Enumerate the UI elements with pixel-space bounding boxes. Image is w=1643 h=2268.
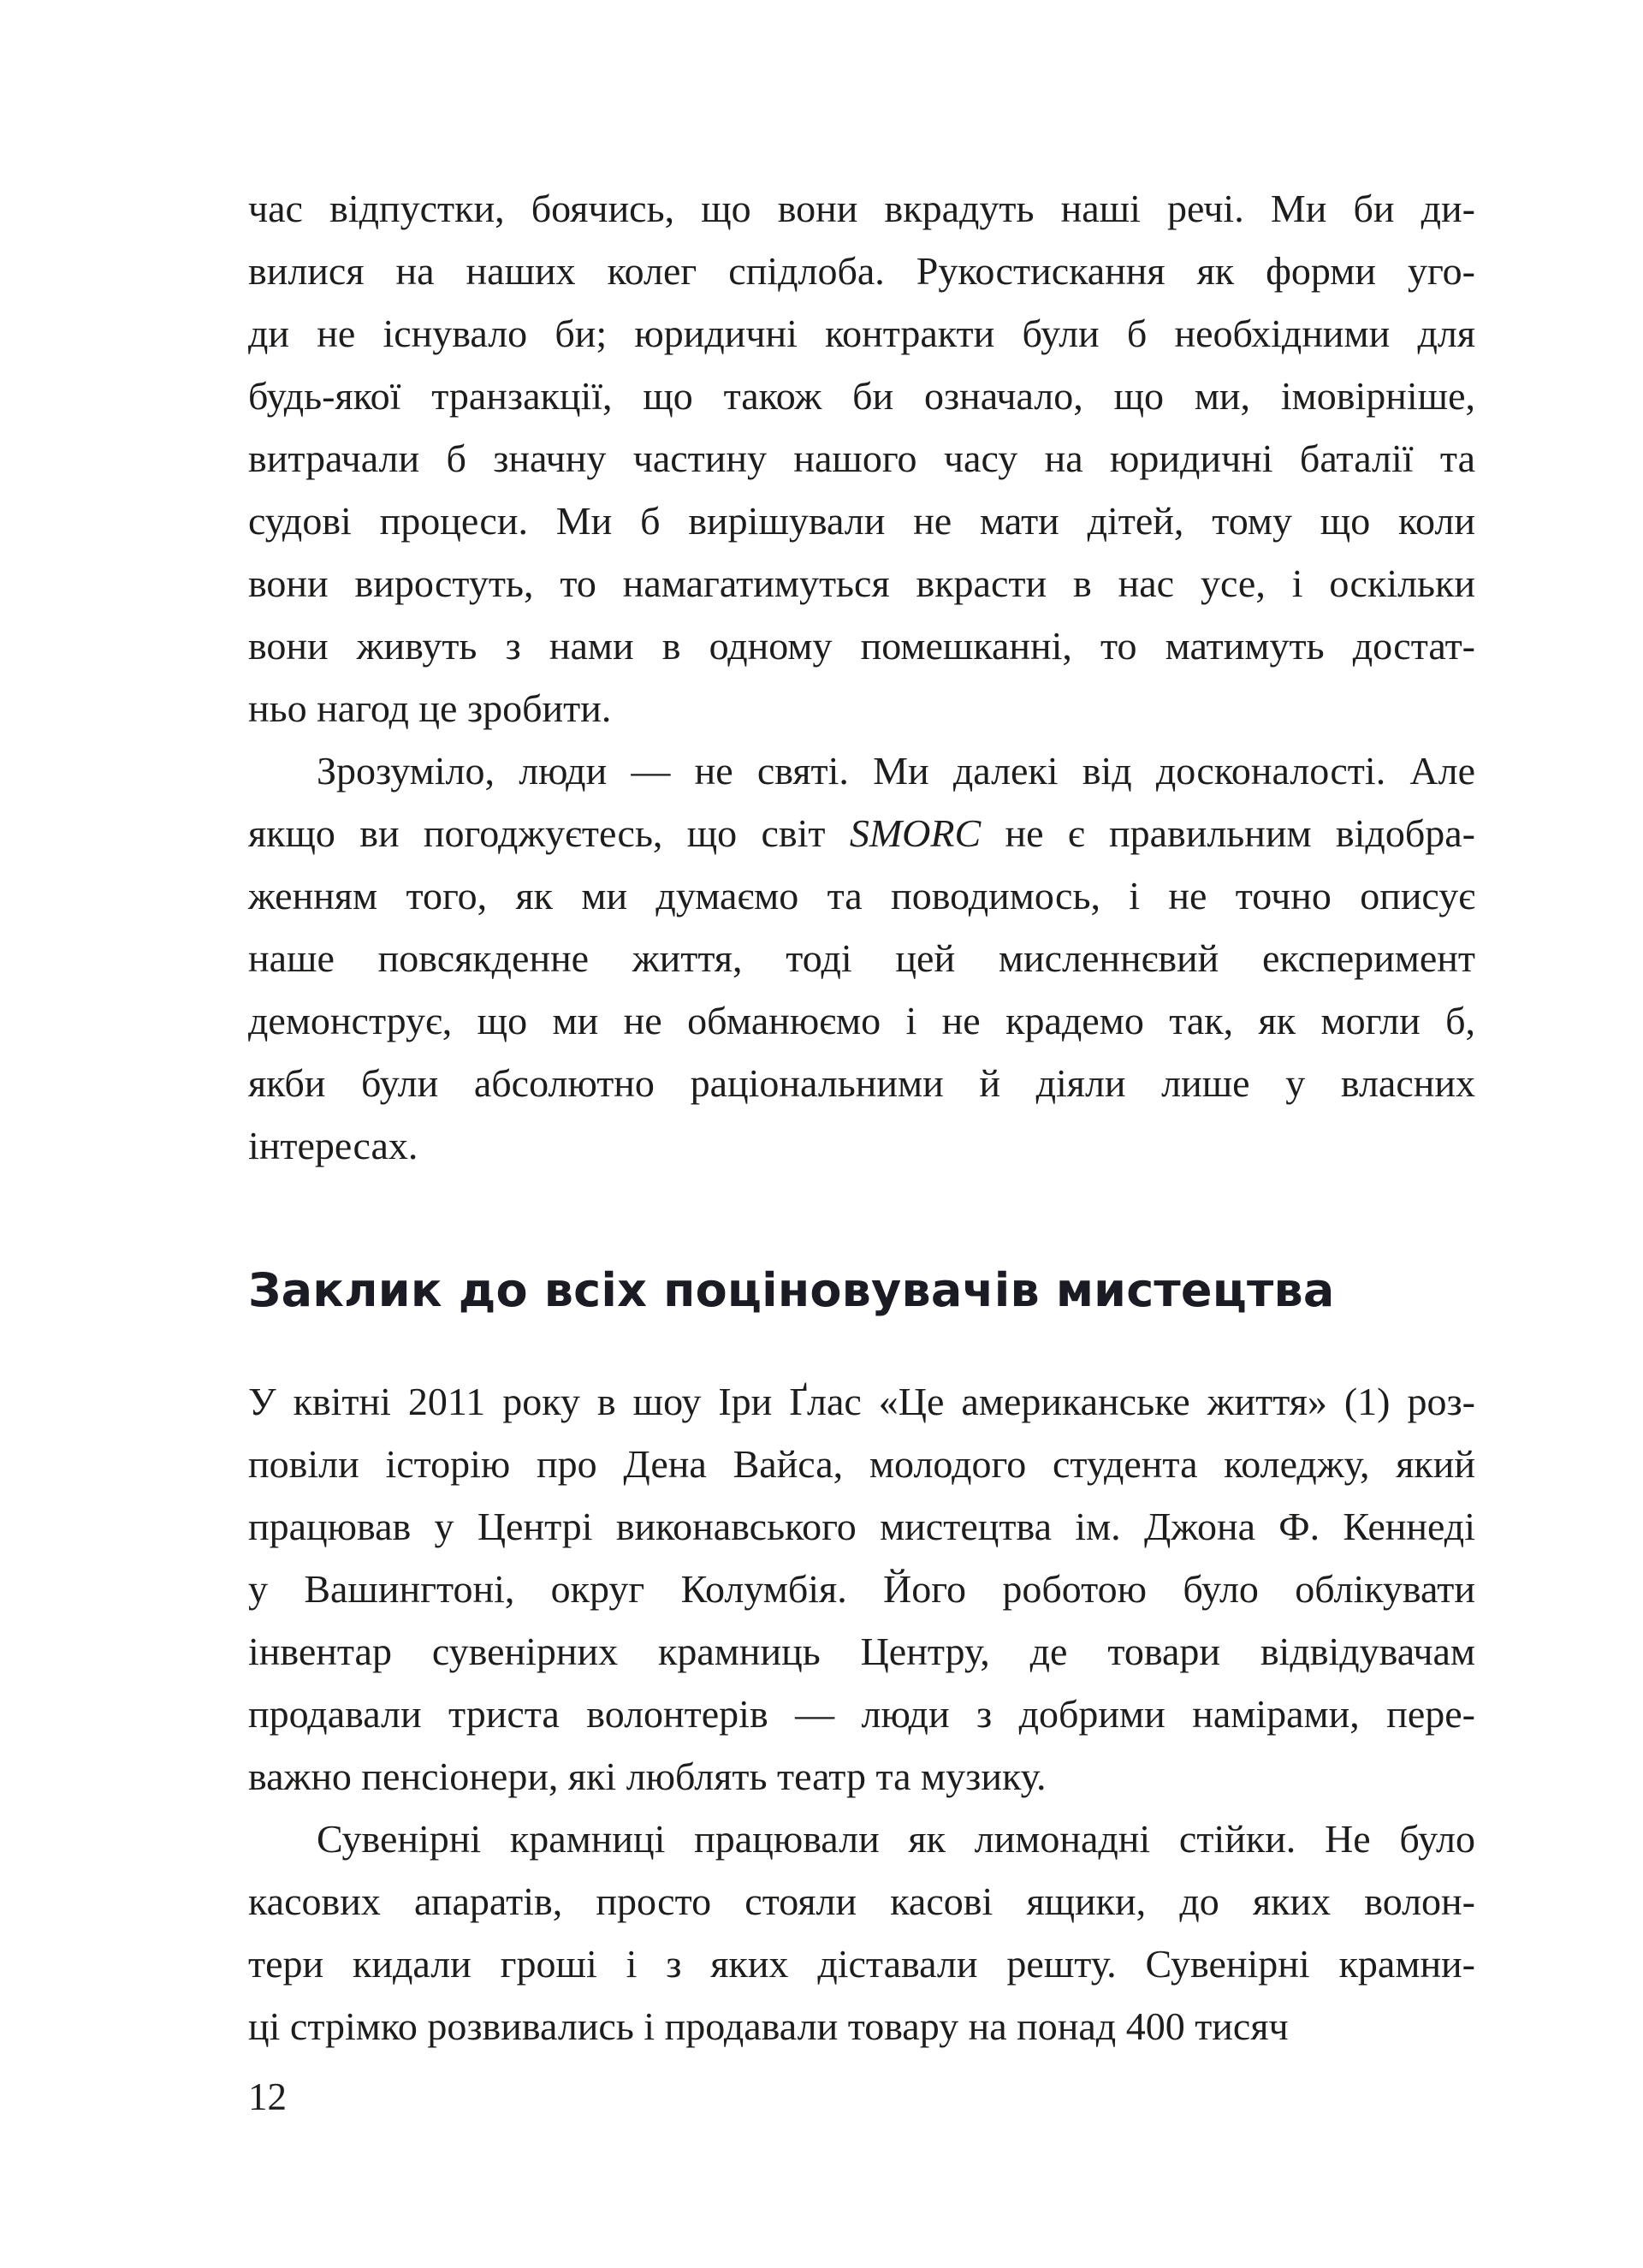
text-line: Зрозуміло, люди — не святі. Ми далекі від досконалості. Але [317, 749, 1475, 793]
text-line: повіли історію про Дена Вайса, молодого студента коледжу, який [248, 1442, 1475, 1486]
text-line: інвентар сувенірних крамниць Центру, де товари відвідувачам [248, 1630, 1475, 1673]
text-line: вони виростуть, то намагатимуться вкрасти в нас усе, і оскільки [248, 561, 1475, 605]
text-line: якщо ви погоджуєтесь, що світ SMORC не є правильним відобра- [248, 811, 1475, 855]
text-line: тери кидали гроші і з яких діставали решту. Сувенірні крамни- [248, 1942, 1475, 1986]
text-line: Сувенірні крамниці працювали як лимонадні стійки. Не було [317, 1817, 1475, 1861]
text-line: час відпустки, боячись, що вони вкрадуть наші речі. Ми би ди- [248, 187, 1475, 230]
text-line: працював у Центрі виконавського мистецтва ім. Джона Ф. Кеннеді [248, 1505, 1475, 1548]
text-line: ди не існувало би; юридичні контракти були б необхідними для [248, 312, 1475, 355]
text-line: касових апаратів, просто стояли касові ящики, до яких волон- [248, 1879, 1475, 1923]
text-line: ньо нагод це зробити. [248, 686, 612, 730]
text-line: витрачали б значну частину нашого часу на юридичні баталії та [248, 436, 1475, 480]
text-line: вилися на наших колег спідлоба. Рукостискання як форми уго- [248, 249, 1475, 293]
page-content [248, 177, 1475, 2057]
text-line: вони живуть з нами в одному помешканні, то матимуть достат- [248, 624, 1475, 668]
text-line: У квітні 2011 року в шоу Іри Ґлас «Це американське життя» (1) роз- [248, 1380, 1475, 1423]
text-line: продавали триста волонтерів — люди з добрими намірами, пере- [248, 1692, 1475, 1736]
paragraph [248, 739, 1475, 1177]
section-heading: Заклик до всіх поціновувачів мистецтва [248, 1263, 1335, 1317]
text-line: ці стрімко розвивались і продавали товару на понад 400 тисяч [248, 2004, 1289, 2048]
text-line: у Вашингтоні, округ Колумбія. Його роботою було облікувати [248, 1567, 1475, 1611]
text-line: наше повсякденне життя, тоді цей мисленнєвий експеримент [248, 936, 1475, 980]
page-number: 12 [248, 2075, 287, 2118]
text-line: будь-якої транзакції, що також би означало, що ми, імовірніше, [248, 374, 1475, 418]
text-line: важно пенсіонери, які люблять театр та музику. [248, 1754, 1047, 1798]
paragraph [248, 1808, 1475, 2057]
text-line: демонструє, що ми не обманюємо і не крадемо так, як могли б, [248, 999, 1475, 1042]
text-line: женням того, як ми думаємо та поводимось, і не точно описує [248, 874, 1475, 917]
text-line: інтересах. [248, 1124, 418, 1167]
paragraph [248, 177, 1475, 739]
text-line: судові процеси. Ми б вирішували не мати дітей, тому що коли [248, 499, 1475, 543]
text-line: якби були абсолютно раціональними й діяли лише у власних [248, 1061, 1475, 1105]
paragraph [248, 1370, 1475, 1808]
